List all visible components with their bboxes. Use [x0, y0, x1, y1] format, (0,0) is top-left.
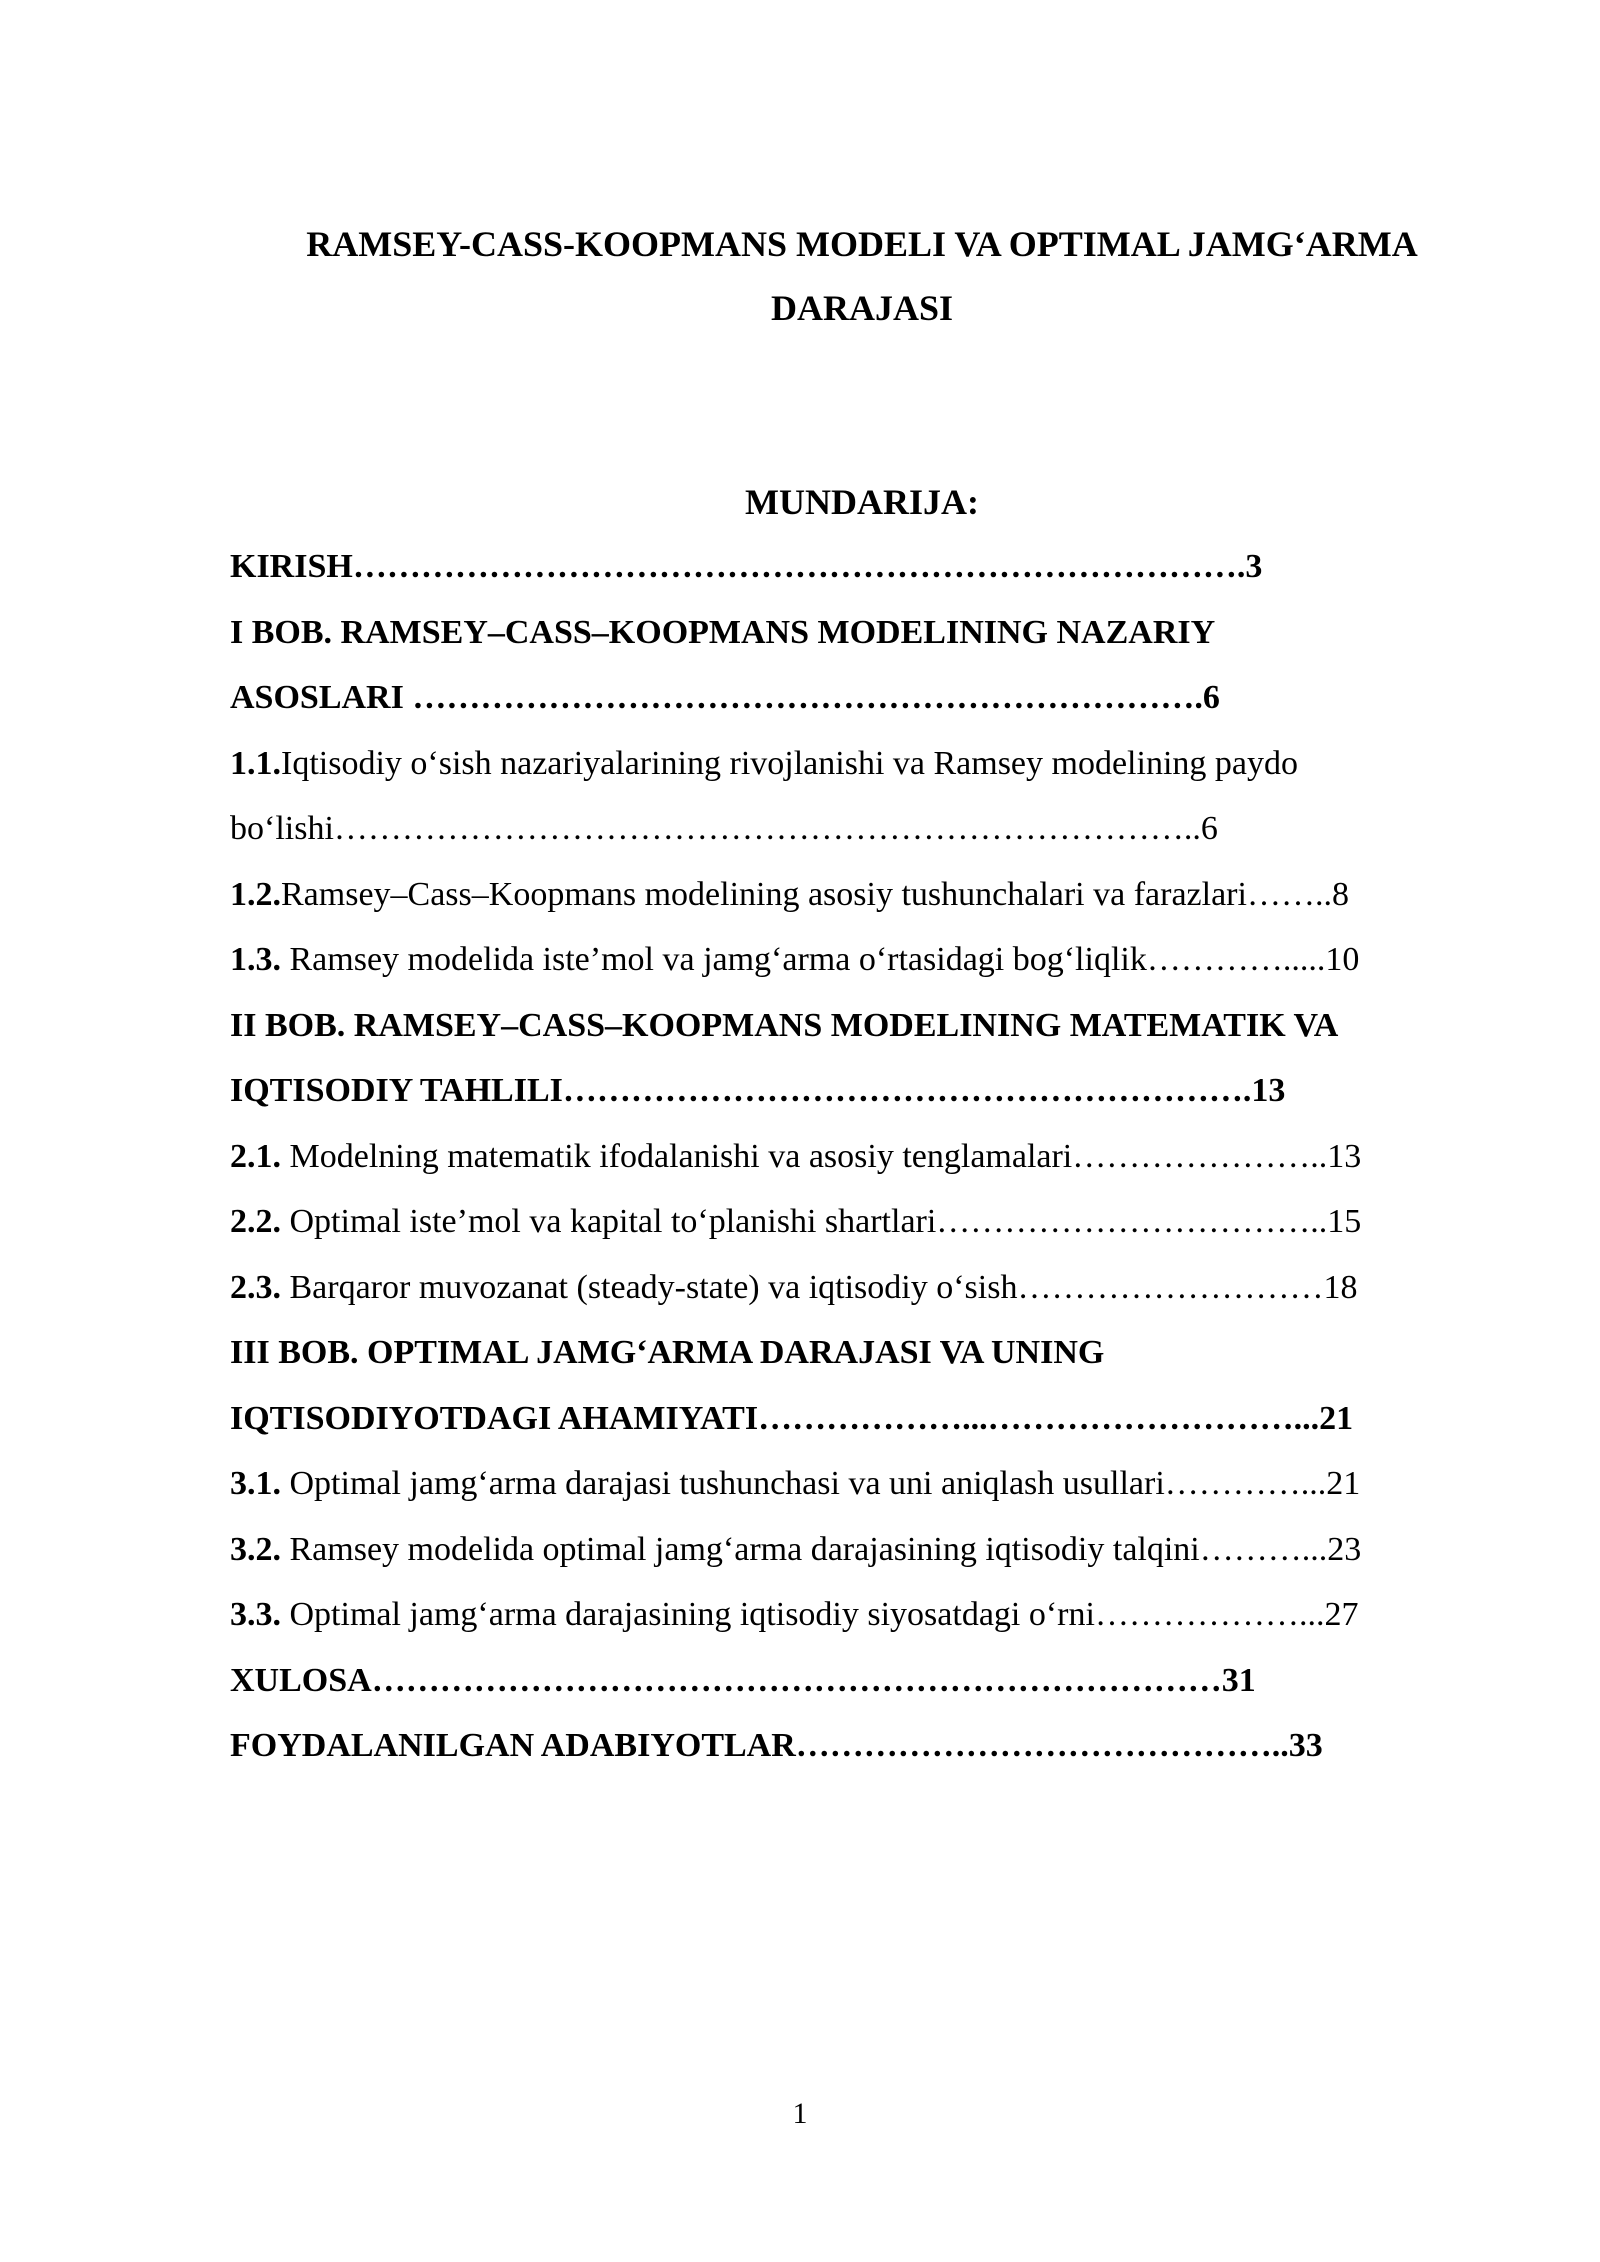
toc-entry-xulosa: XULOSA…………………………………………………………………31 [230, 1661, 1256, 1699]
toc-number-2-1: 2.1. [230, 1137, 281, 1175]
toc-entry-chapter-2-line-2: IQTISODIY TAHLILI…………………………………………………….13 [230, 1072, 1286, 1109]
toc-text-1-1: Iqtisodiy o‘sish nazariyalarining rivojlanishi va Ramsey modelining paydo [281, 744, 1298, 782]
toc-text-1-3: Ramsey modelida iste’mol va jamg‘arma o‘rtasidagi bog‘liqlik………….....10 [281, 941, 1360, 978]
toc-entry-chapter-2-line-1: II BOB. RAMSEY–CASS–KOOPMANS MODELINING MATEMATIK VA [230, 1006, 1339, 1044]
toc-number-2-2: 2.2. [230, 1203, 281, 1240]
toc-entry-chapter-3-line-1: III BOB. OPTIMAL JAMG‘ARMA DARAJASI VA UNING [230, 1334, 1105, 1371]
toc-heading: MUNDARIJA: [745, 482, 979, 522]
toc-number-2-3: 2.3. [230, 1268, 281, 1306]
toc-entry-2-2 [230, 1189, 1494, 1255]
toc-entry-1-1-line-2: bo‘lishi…………………………………………………………………..6 [230, 810, 1218, 847]
toc-text-1-2: Ramsey–Cass–Koopmans modelining asosiy tushunchalari va farazlari……..8 [281, 875, 1349, 913]
toc-entry-3-3 [230, 1582, 1494, 1648]
toc-entry-chapter-1-line-2: ASOSLARI …………………………………………………………….6 [230, 679, 1220, 716]
toc-entry-1-3 [230, 927, 1494, 993]
toc-entry-adabiyotlar: FOYDALANILGAN ADABIYOTLAR……………………………………..33 [230, 1727, 1323, 1764]
toc-text-2-1: Modelning matematik ifodalanishi va asosiy tenglamalari…………………..13 [281, 1137, 1362, 1175]
toc-number-3-3: 3.3. [230, 1596, 281, 1633]
toc-text-3-3: Optimal jamg‘arma darajasining iqtisodiy siyosatdagi o‘rni………………...27 [281, 1596, 1359, 1633]
toc-entry-2-1 [230, 1124, 1494, 1190]
toc-text-3-2: Ramsey modelida optimal jamg‘arma darajasining iqtisodiy talqini………...23 [281, 1530, 1362, 1568]
toc-entry-1-2 [230, 862, 1494, 928]
toc-number-1-3: 1.3. [230, 941, 281, 978]
toc-number-3-1: 3.1. [230, 1465, 281, 1502]
title-line-2: DARAJASI [770, 288, 954, 328]
toc-text-3-1: Optimal jamg‘arma darajasi tushunchasi va uni aniqlash usullari…………...21 [281, 1465, 1361, 1502]
toc-entry-chapter-3-line-2: IQTISODIYOTDAGI AHAMIYATI………………...………………………...21 [230, 1399, 1354, 1437]
toc-text-2-2: Optimal iste’mol va kapital to‘planishi shartlari……………………………..15 [281, 1203, 1362, 1240]
toc-number-1-1: 1.1. [230, 744, 281, 782]
toc-entry-2-3 [230, 1255, 1494, 1321]
toc-entry-1-1-line-1 [230, 731, 1494, 797]
toc-number-1-2: 1.2. [230, 875, 281, 913]
document-title [230, 212, 1494, 340]
toc-text-2-3: Barqaror muvozanat (steady-state) va iqtisodiy o‘sish………………………18 [281, 1268, 1358, 1306]
toc-entry-3-2 [230, 1517, 1494, 1583]
toc-entry-kirish: KIRISH…………………………………………………………………….3 [230, 548, 1263, 585]
toc-entry-chapter-1-line-1: I BOB. RAMSEY–CASS–KOOPMANS MODELINING NAZARIY [230, 613, 1216, 651]
page-number: 1 [792, 2097, 808, 2130]
toc-number-3-2: 3.2. [230, 1530, 281, 1568]
toc-entry-3-1 [230, 1451, 1494, 1517]
table-of-contents [230, 534, 1494, 1779]
title-line-1: RAMSEY-CASS-KOOPMANS MODELI VA OPTIMAL JAMG‘ARMA [306, 224, 1418, 264]
